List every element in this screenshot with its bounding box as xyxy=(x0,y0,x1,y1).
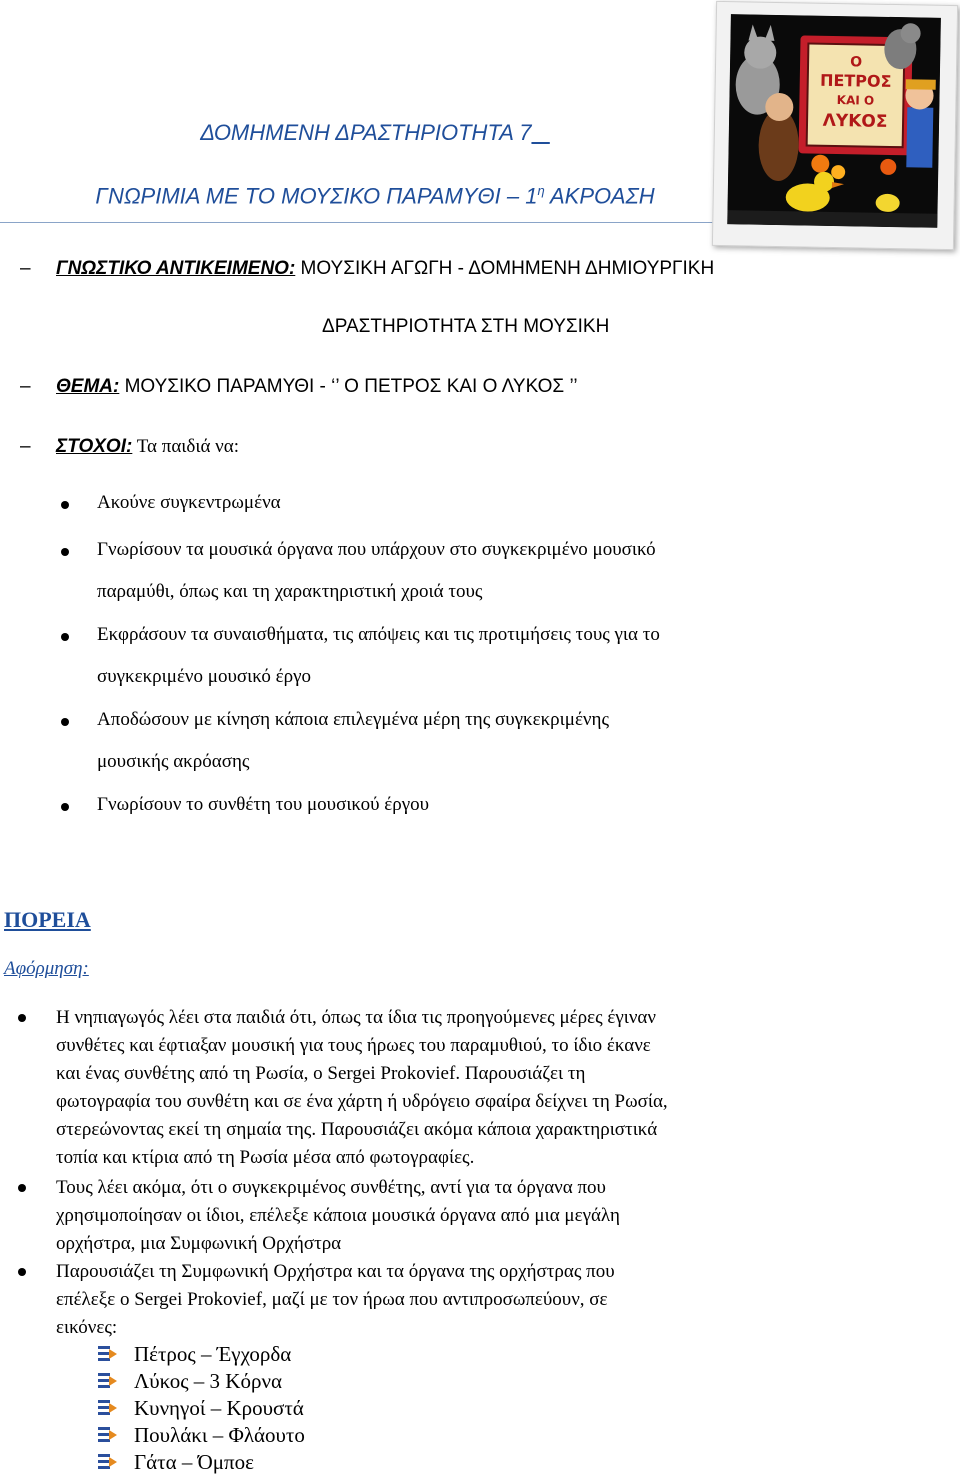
theme-row xyxy=(20,376,578,398)
subtitle-superscript: η xyxy=(537,183,545,198)
bullet-dot xyxy=(61,633,69,641)
title-tail xyxy=(531,120,549,145)
goal-text: Γνωρίσουν το συνθέτη του μουσικού έργου xyxy=(97,794,430,815)
goal-text: Γνωρίσουν τα μουσικά όργανα που υπάρχουν στο συγκεκριμένο μουσικό xyxy=(97,539,656,560)
list-arrow-icon xyxy=(98,1399,118,1417)
bullet-dot xyxy=(18,1014,26,1022)
bullet-dot xyxy=(61,501,69,509)
bullet-dot xyxy=(18,1184,26,1192)
subject-value-line2: ΔΡΑΣΤΗΡΙΟΤΗΤΑ ΣΤΗ ΜΟΥΣΙΚΗ xyxy=(322,316,610,337)
instrument-item: Κυνηγοί – Κρουστά xyxy=(134,1396,304,1420)
paragraph-line: στερεώνοντας εκεί τη σημαία της. Παρουσιάζει ακόμα κάποια χαρακτηριστικά xyxy=(56,1119,658,1140)
paragraph-line: συνθέτες και έφτιαξαν μουσική για τους ήρωες του παραμυθιού, το ίδιο έκανε xyxy=(56,1035,651,1056)
list-arrow-icon xyxy=(98,1345,118,1363)
paragraph-line: επέλεξε ο Sergei Prokovief, μαζί με τον ήρωα που αντιπροσωπεύουν, σε xyxy=(56,1289,608,1310)
dash-marker: – xyxy=(20,376,31,397)
peter-and-wolf-photo xyxy=(712,1,958,250)
paragraph-line: τοπία και κτίρια από τη Ρωσία μέσα από φωτογραφίες. xyxy=(56,1147,475,1168)
subtitle-text: ΓΝΩΡΙΜΙΑ ΜΕ ΤΟ ΜΟΥΣΙΚΟ ΠΑΡΑΜΥΘΙ – 1 xyxy=(95,183,538,209)
instrument-item: Πουλάκι – Φλάουτο xyxy=(134,1423,305,1447)
sign-text-1: Ο xyxy=(850,54,863,71)
goal-text: μουσικής ακρόασης xyxy=(97,751,250,772)
process-heading: ΠΟΡΕΙΑ xyxy=(4,907,91,932)
bullet-dot xyxy=(61,548,69,556)
paragraph-line: ορχήστρα, μια Συμφωνική Ορχήστρα xyxy=(56,1233,342,1254)
goal-text: Εκφράσουν τα συναισθήματα, τις απόψεις και τις προτιμήσεις τους για το xyxy=(97,624,660,645)
sign-text-2: ΠΕΤΡΟΣ xyxy=(819,70,892,91)
paragraph-line: και ένας συνθέτης από τη Ρωσία, ο Sergei Prokovief. Παρουσιάζει τη xyxy=(56,1063,586,1084)
document-subtitle xyxy=(0,183,750,209)
list-arrow-icon xyxy=(98,1372,118,1390)
list-arrow-icon xyxy=(98,1426,118,1444)
process-subheading: Αφόρμηση: xyxy=(4,958,89,979)
dash-marker: – xyxy=(20,258,31,279)
photo-image xyxy=(727,14,941,228)
subject-row xyxy=(20,258,714,280)
goals-label: ΣΤΟΧΟΙ: xyxy=(56,436,133,457)
paragraph-line: χρησιμοποίησαν οι ίδιοι, επέλεξε κάποια μουσικά όργανα από μια μεγάλη xyxy=(56,1205,620,1226)
paragraph-line: Η νηπιαγωγός λέει στα παιδιά ότι, όπως τα ίδια τις προηγούμενες μέρες έγιναν xyxy=(56,1007,656,1028)
theme-label: ΘΕΜΑ: xyxy=(56,376,120,397)
goal-text: Ακούνε συγκεντρωμένα xyxy=(97,492,281,513)
goals-row xyxy=(20,436,239,458)
sign-text-4: ΛΥΚΟΣ xyxy=(822,110,888,132)
theme-value: ΜΟΥΣΙΚΟ ΠΑΡΑΜΥΘΙ - ‘’ Ο ΠΕΤΡΟΣ ΚΑΙ Ο ΛΥΚΟΣ ’’ xyxy=(119,376,578,397)
goal-text: παραμύθι, όπως και τη χαρακτηριστική χροιά τους xyxy=(97,581,483,602)
photo-illustration xyxy=(727,14,941,228)
subject-value: ΜΟΥΣΙΚΗ ΑΓΩΓΗ - ΔΟΜΗΜΕΝΗ ΔΗΜΙΟΥΡΓΙΚΗ xyxy=(295,258,715,279)
instrument-item: Λύκος – 3 Κόρνα xyxy=(134,1369,282,1393)
instrument-item: Πέτρος – Έγχορδα xyxy=(134,1342,292,1366)
document-title xyxy=(0,120,750,146)
paragraph-line: φωτογραφία του συνθέτη και σε ένα χάρτη ή υδρόγειο σφαίρα δείχνει τη Ρωσία, xyxy=(56,1091,668,1112)
subject-label: ΓΝΩΣΤΙΚΟ ΑΝΤΙΚΕΙΜΕΝΟ: xyxy=(56,258,296,279)
list-arrow-icon xyxy=(98,1453,118,1471)
goal-text: συγκεκριμένο μουσικό έργο xyxy=(97,666,311,687)
paragraph-line: Τους λέει ακόμα, ότι ο συγκεκριμένος συνθέτης, αντί για τα όργανα που xyxy=(56,1177,606,1198)
goals-intro: Τα παιδιά να: xyxy=(132,436,239,457)
dash-marker: – xyxy=(20,436,31,457)
paragraph-line: εικόνες: xyxy=(56,1317,118,1338)
paragraph-line: Παρουσιάζει τη Συμφωνική Ορχήστρα και τα όργανα της ορχήστρας που xyxy=(56,1261,615,1282)
subtitle-tail: ΑΚΡΟΑΣΗ xyxy=(544,183,655,209)
bullet-dot xyxy=(61,718,69,726)
title-main: ΔΟΜΗΜΕΝΗ ΔΡΑΣΤΗΡΙΟΤΗΤΑ 7 xyxy=(200,120,532,145)
sign-text-3: ΚΑΙ Ο xyxy=(836,93,875,108)
goal-text: Αποδώσουν με κίνηση κάποια επιλεγμένα μέρη της συγκεκριμένης xyxy=(97,709,609,730)
bullet-dot xyxy=(18,1268,26,1276)
bullet-dot xyxy=(61,803,69,811)
title-divider xyxy=(0,222,760,223)
instrument-item: Γάτα – Όμποε xyxy=(134,1450,254,1474)
